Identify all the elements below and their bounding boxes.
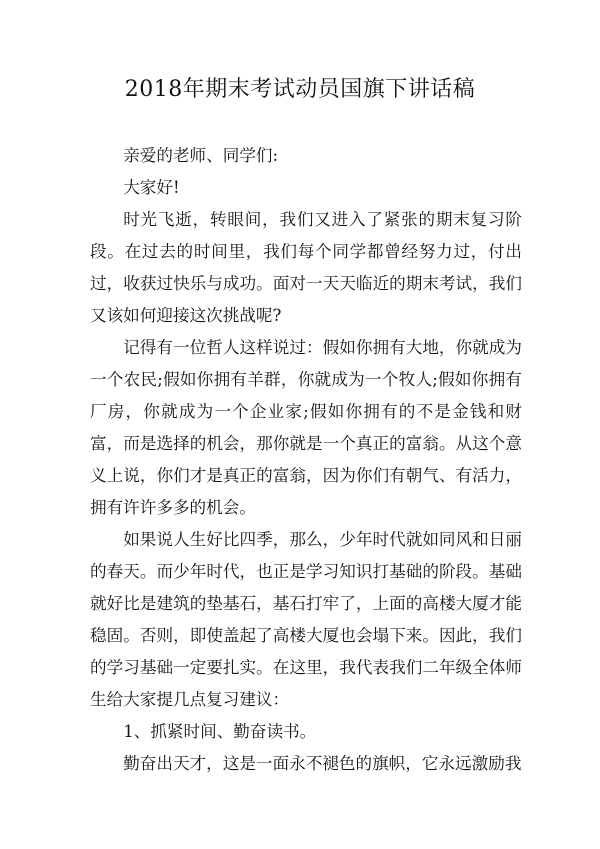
paragraph-four-seasons: 如果说人生好比四季，那么，少年时代就如同风和日丽的春天。而少年时代，也正是学习知识打基础的阶段。基础就好比是建筑的垫基石，基石打牢了，上面的高楼大厦才能稳固。否则，即使盖起了高楼大厦也会塌下来。因此，我们的学习基础一定要扎实。在这里，我代表我们二年级全体师生给大家提几点复习建议： [90,530,522,709]
paragraph-time-flies: 时光飞逝，转眼间，我们又进入了紧张的期末复习阶段。在过去的时间里，我们每个同学都曾经努力过，付出过，收获过快乐与成功。面对一天天临近的期末考试，我们又该如何迎接这次挑战呢? [90,210,522,325]
document-title: 2018年期末考试动员国旗下讲话稿 [124,77,476,102]
paragraph-philosopher: 记得有一位哲人这样说过：假如你拥有大地，你就成为一个农民;假如你拥有羊群，你就成为一个牧人;假如你拥有厂房，你就成为一个企业家;假如你拥有的不是金钱和财富，而是选择的机会，那你就是一个真正的富翁。从这个意义上说，你们才是真正的富翁，因为你们有朝气、有活力，拥有许许多多的机会。 [90,338,522,517]
suggestion-heading-1: 1、抓紧时间、勤奋读书。 [123,722,317,741]
salutation: 亲爱的老师、同学们: [123,146,279,165]
paragraph-diligence: 勤奋出天才，这是一面永不褪色的旗帜，它永远激励我 [123,754,522,773]
document-body [90,140,522,780]
greeting: 大家好! [123,178,180,197]
